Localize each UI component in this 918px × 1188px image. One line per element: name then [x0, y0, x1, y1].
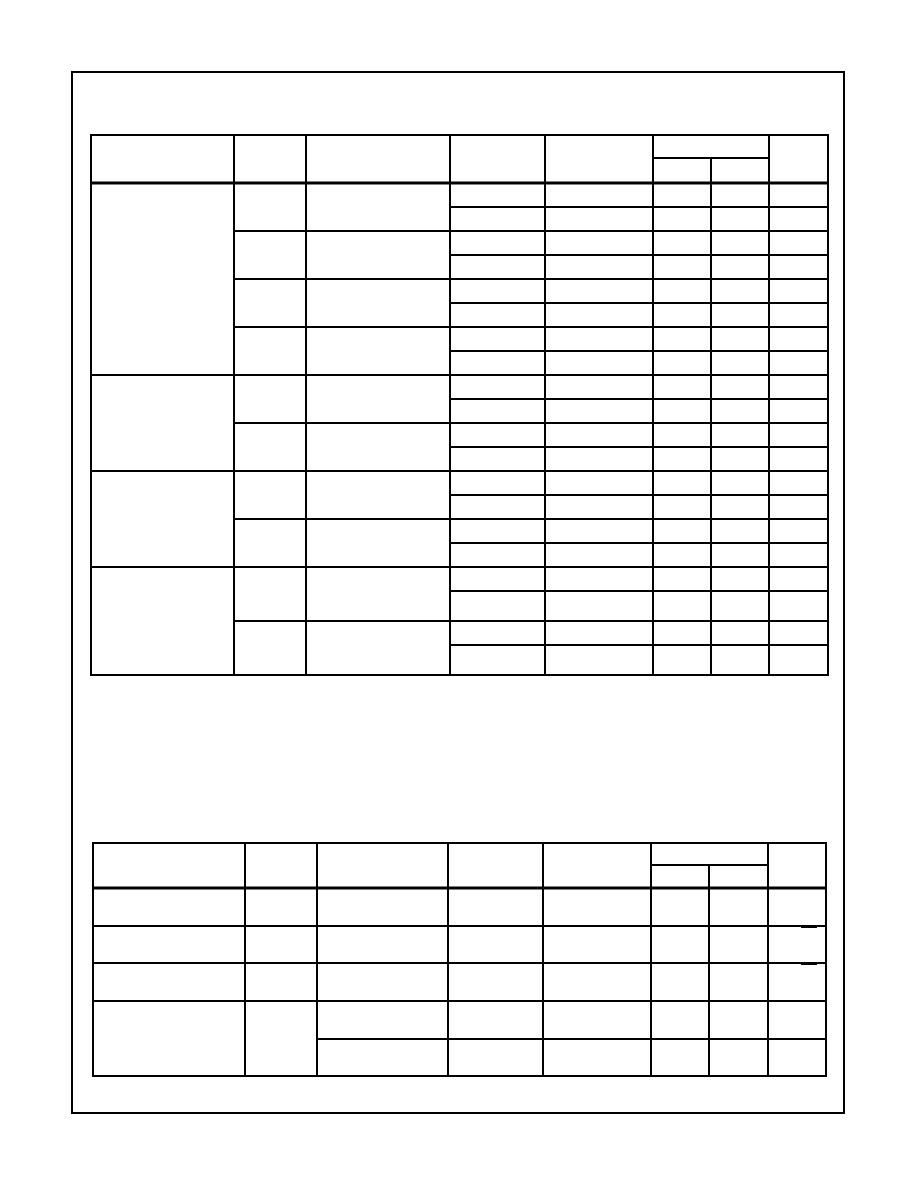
- table-1-border: [91, 135, 828, 675]
- table-2: [92, 842, 827, 1077]
- overline-mark: [801, 926, 817, 928]
- table-2-grid: [92, 842, 827, 1077]
- table-1-subgroup-lines: [234, 231, 450, 621]
- overline-mark: [801, 963, 817, 965]
- table-1: [90, 134, 829, 676]
- table-1-row-lines: [450, 207, 829, 645]
- table-2-border: [93, 843, 826, 1076]
- table-1-grid: [90, 134, 829, 676]
- table-1-group-lines: [90, 375, 450, 567]
- table-2-row-lines: [92, 926, 827, 1039]
